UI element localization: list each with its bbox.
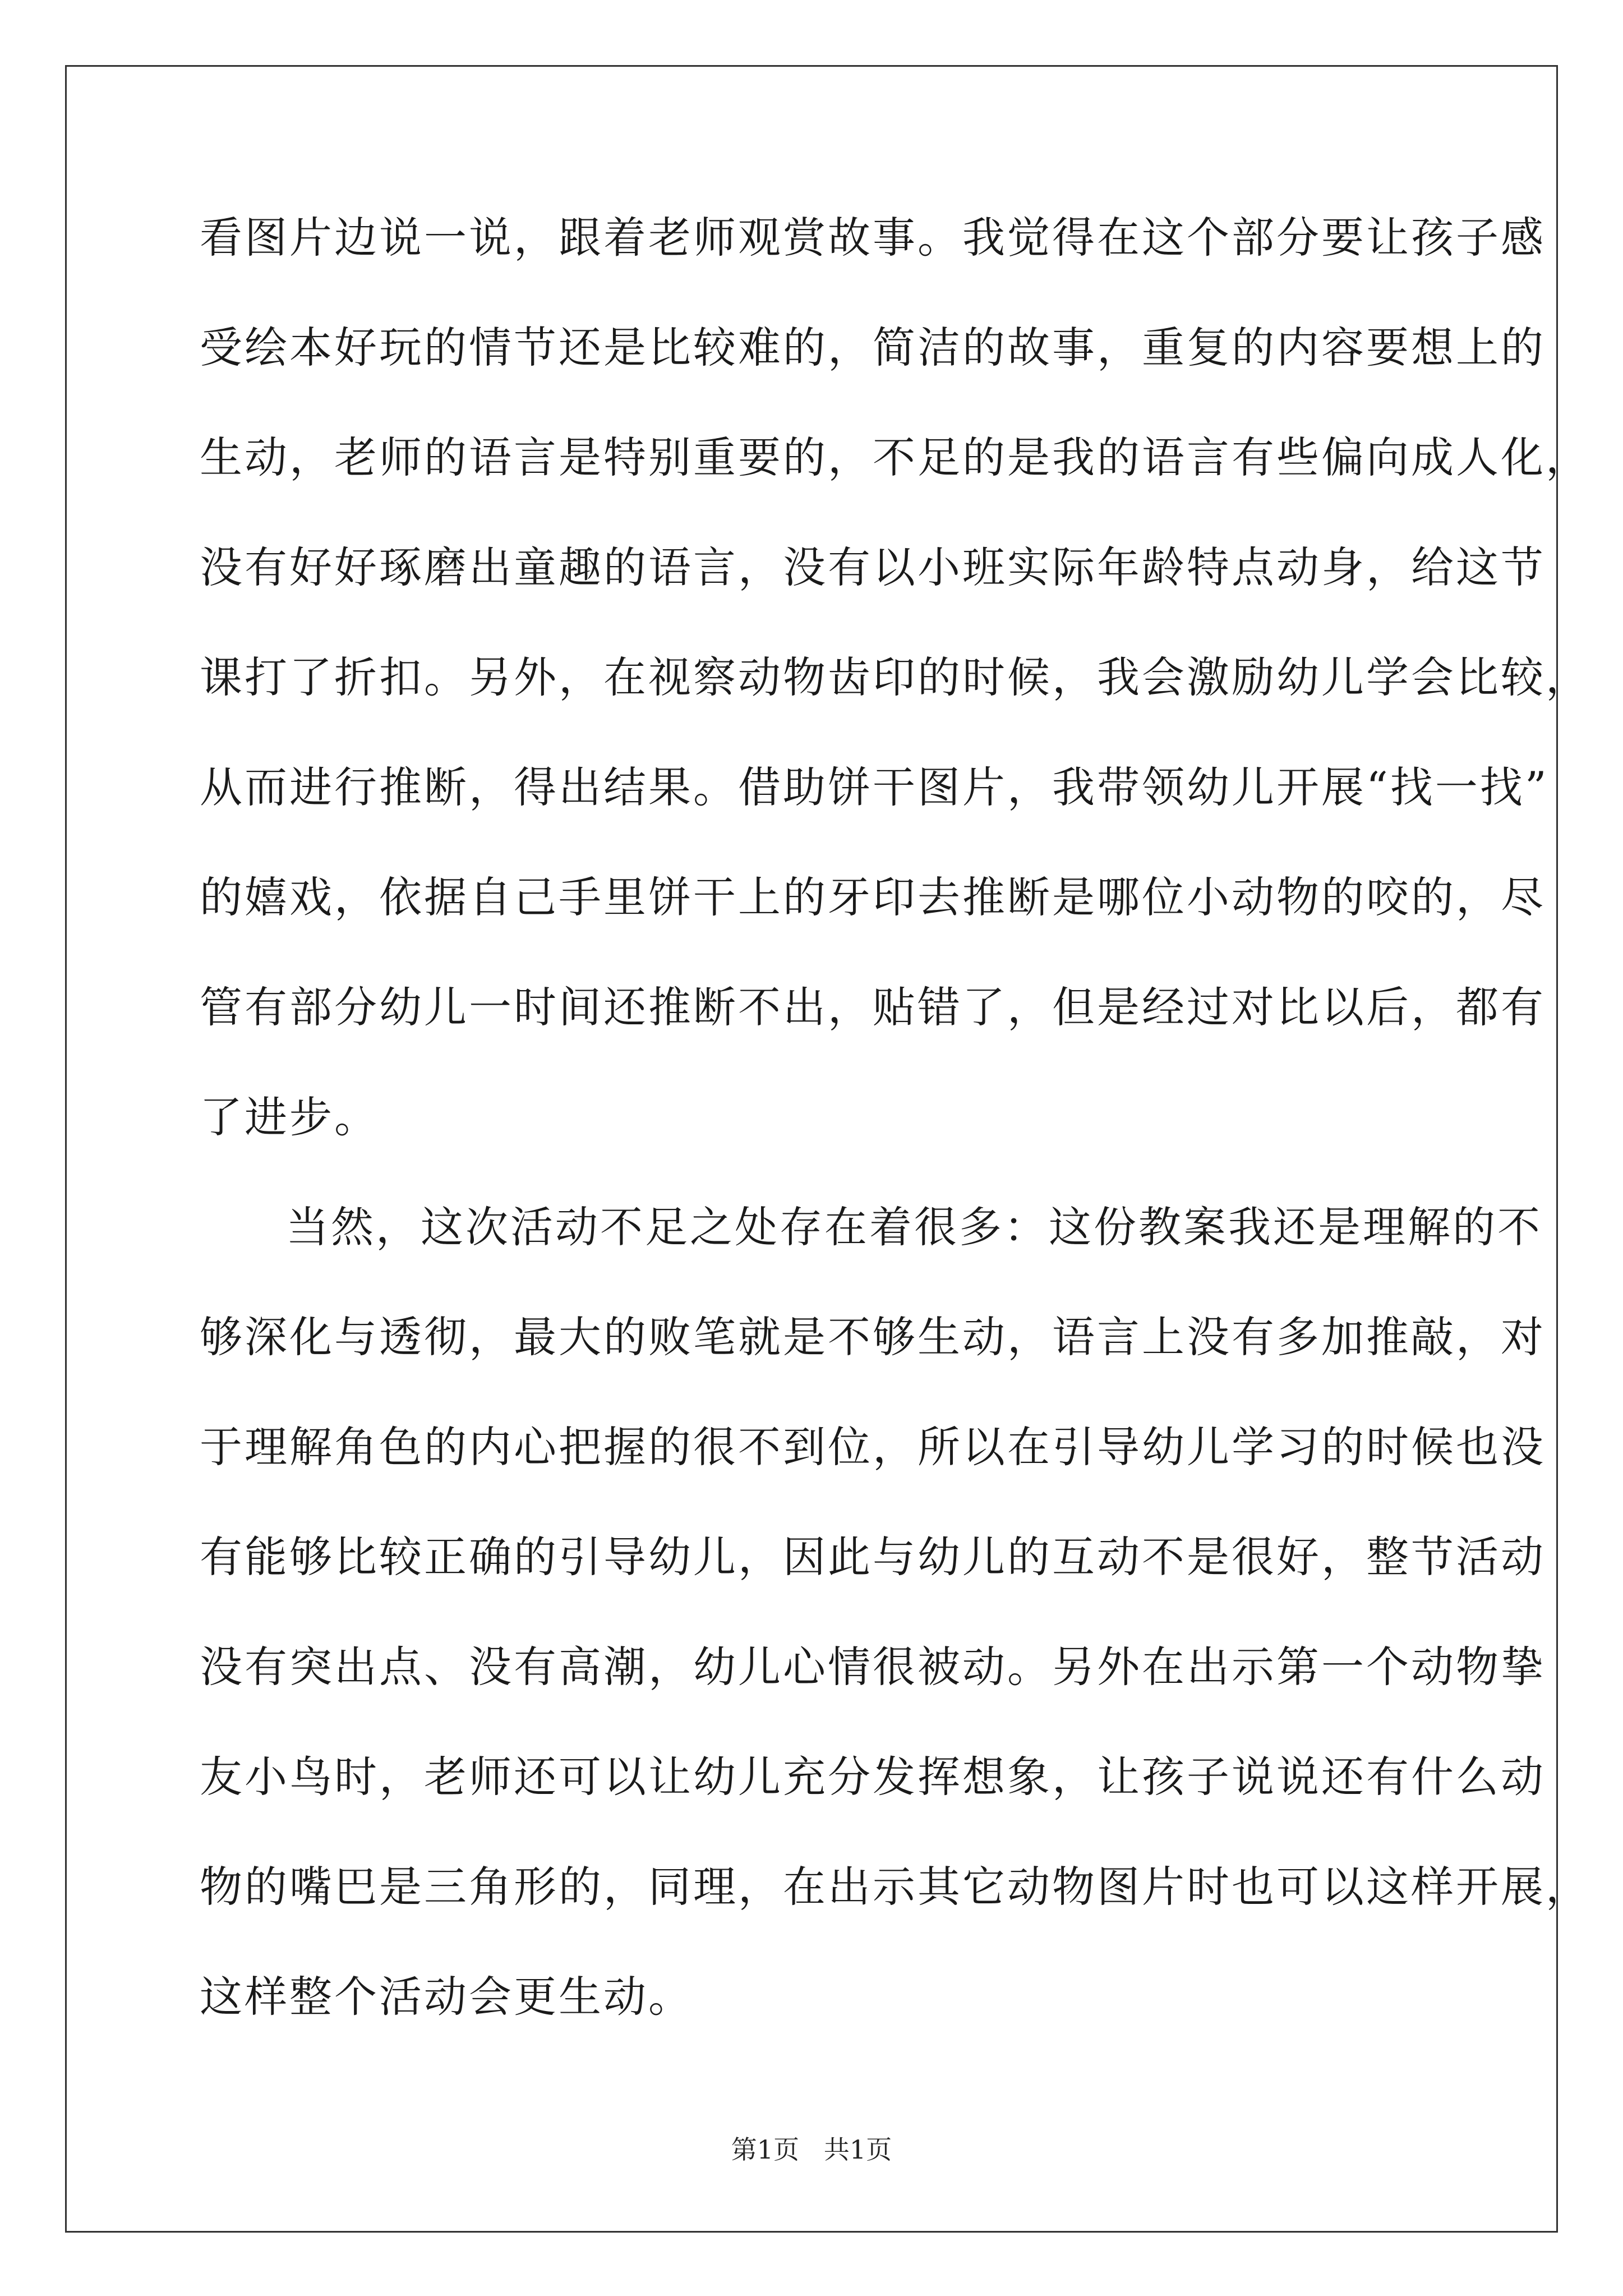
text-line: 够深化与透彻，最大的败笔就是不够生动，语言上没有多加推敲，对 [200, 1312, 1546, 1362]
text-line: 管有部分幼儿一时间还推断不出，贴错了，但是经过对比以后，都有 [200, 982, 1546, 1032]
text-line: 这样整个活动会更生动。 [200, 1972, 693, 2022]
text-line: 于理解角色的内心把握的很不到位，所以在引导幼儿学习的时候也没 [200, 1422, 1546, 1472]
text-line: 受绘本好玩的情节还是比较难的，简洁的故事，重复的内容要想上的 [200, 323, 1546, 372]
text-line: 没有好好琢磨出童趣的语言，没有以小班实际年龄特点动身，给这节 [200, 542, 1546, 592]
text-line: 课打了折扣。另外，在视察动物齿印的时候，我会激励幼儿学会比较， [200, 652, 1590, 702]
text-line: 友小鸟时，老师还可以让幼儿充分发挥想象，让孩子说说还有什么动 [200, 1752, 1546, 1802]
text-line-paragraph-start: 当然，这次活动不足之处存在着很多：这份教案我还是理解的不 [286, 1202, 1542, 1252]
document-body [200, 211, 1590, 2080]
text-line: 物的嘴巴是三角形的，同理，在出示其它动物图片时也可以这样开展， [200, 1862, 1590, 1912]
text-line: 没有突出点、没有高潮，幼儿心情很被动。另外在出示第一个动物挚 [200, 1642, 1546, 1692]
text-line: 生动，老师的语言是特别重要的，不足的是我的语言有些偏向成人化， [200, 432, 1590, 482]
text-line: 有能够比较正确的引导幼儿，因此与幼儿的互动不是很好，整节活动 [200, 1532, 1546, 1582]
text-line: 的嬉戏，依据自己手里饼干上的牙印去推断是哪位小动物的咬的，尽 [200, 872, 1546, 922]
text-line: 看图片边说一说，跟着老师观赏故事。我觉得在这个部分要让孩子感 [200, 213, 1546, 263]
text-line: 了进步。 [200, 1092, 379, 1142]
text-line: 从而进行推断，得出结果。借助饼干图片，我带领幼儿开展“找一找” [200, 762, 1549, 812]
page-number-footer: 第1页 共1页 [731, 2134, 892, 2165]
